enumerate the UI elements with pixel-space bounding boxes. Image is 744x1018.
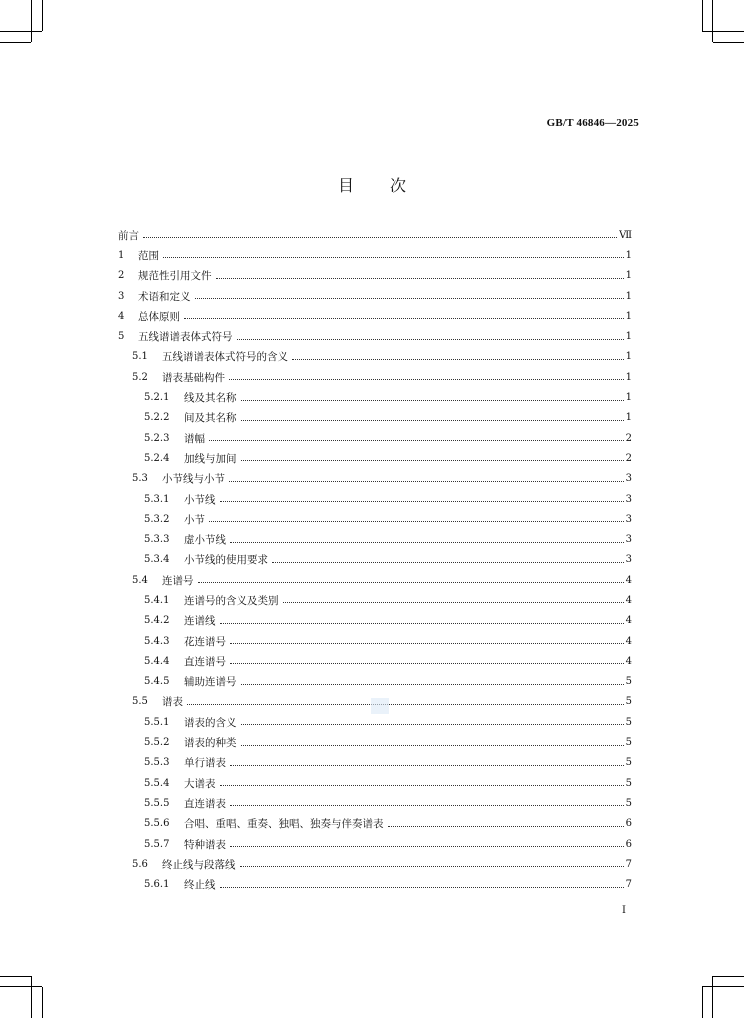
toc-entry-label: 五线谱谱表体式符号的含义 [162,351,288,364]
toc-entry-label: 连谱号 [162,574,194,587]
toc-entry-page: 1 [625,270,632,282]
toc-entry-page: 3 [625,534,632,546]
toc-entry-number: 5.5.6 [144,818,170,830]
toc-entry-page: 1 [625,290,632,302]
toc-entry[interactable] [118,793,632,813]
toc-entry[interactable] [118,854,632,874]
toc-leader-dots [229,378,624,380]
toc-leader-dots [230,764,624,766]
toc-entry[interactable] [118,387,632,407]
toc-entry-number: 5.5.1 [144,716,170,728]
toc-entry[interactable] [118,590,632,610]
toc-entry-number: 5.5.7 [144,838,170,850]
toc-leader-dots [230,642,624,644]
toc-entry-page: 1 [625,249,632,261]
toc-entry-number: 5.3.1 [144,493,170,505]
toc-entry-number: 5.2 [132,371,148,383]
toc-entry[interactable] [118,347,632,367]
toc-entry-label: 线及其名称 [184,392,237,405]
toc-entry-label: 终止线与段落线 [162,858,236,871]
toc-entry-page: 1 [625,310,632,322]
toc-entry-number: 5.3.4 [144,554,170,566]
toc-entry-number: 5.3.2 [144,513,170,525]
toc-entry[interactable] [118,773,632,793]
toc-entry-label: 直连谱表 [184,797,226,810]
toc-entry-number: 3 [118,290,125,302]
toc-entry-label: 连谱线 [184,615,216,628]
toc-entry-number: 4 [118,310,125,322]
toc-entry[interactable] [118,408,632,428]
toc-entry[interactable] [118,225,632,245]
toc-entry[interactable] [118,672,632,692]
toc-leader-dots [292,358,624,360]
toc-entry-label: 直连谱号 [184,655,226,668]
toc-entry[interactable] [118,651,632,671]
toc-entry-page: 5 [625,777,632,789]
toc-entry-page: 1 [625,351,632,363]
toc-leader-dots [230,662,624,664]
toc-entry-page: 1 [625,392,632,404]
toc-entry-page: 4 [625,635,632,647]
toc-entry-number: 5.5 [132,696,148,708]
toc-entry-number: 5.5.2 [144,737,170,749]
toc-entry[interactable] [118,529,632,549]
toc-leader-dots [230,804,624,806]
toc-entry[interactable] [118,428,632,448]
toc-leader-dots [230,541,624,543]
toc-entry-number: 5.3 [132,473,148,485]
toc-entry-number: 5.2.3 [144,432,170,444]
toc-entry-number: 5.6 [132,858,148,870]
toc-entry[interactable] [118,753,632,773]
toc-entry[interactable] [118,367,632,387]
toc-leader-dots [272,561,624,563]
toc-entry-label: 小节线与小节 [162,473,225,486]
toc-entry-label: 谱表的种类 [184,737,237,750]
toc-entry-label: 连谱号的含义及类别 [184,594,279,607]
toc-entry-label: 总体原则 [138,310,180,323]
toc-entry-label: 谱表 [162,696,183,709]
toc-leader-dots [143,236,617,238]
toc-entry-label: 加线与加间 [184,452,237,465]
toc-entry-number: 5.5.5 [144,797,170,809]
toc-entry[interactable] [118,814,632,834]
toc-entry-page: 1 [625,412,632,424]
toc-entry-number: 5.2.2 [144,412,170,424]
toc-entry[interactable] [118,448,632,468]
toc-entry[interactable] [118,875,632,895]
toc-leader-dots [241,744,624,746]
toc-entry-label: 谱幅 [184,432,205,445]
toc-entry-page: 5 [625,737,632,749]
toc-entry[interactable] [118,611,632,631]
toc-entry-label: 大谱表 [184,777,216,790]
toc-leader-dots [198,581,624,583]
toc-entry-number: 5.2.4 [144,452,170,464]
toc-entry-label: 谱表基础构件 [162,371,225,384]
toc-title-char-1: 目 [337,176,354,195]
toc-leader-dots [163,256,624,258]
toc-entry-page: Ⅶ [619,229,632,241]
toc-leader-dots [241,399,624,401]
toc-entry-page: 5 [625,696,632,708]
toc-entry-label: 范围 [138,249,159,262]
toc-entry-number: 5.1 [132,351,148,363]
toc-leader-dots [209,439,624,441]
toc-leader-dots [241,459,624,461]
toc-leader-dots [229,480,624,482]
toc-leader-dots [220,500,624,502]
toc-entry[interactable] [118,550,632,570]
toc-leader-dots [240,865,624,867]
page-number: I [622,905,626,916]
toc-entry-number: 5.4.5 [144,676,170,688]
toc-leader-dots [184,317,624,319]
toc-entry-label: 虚小节线 [184,534,226,547]
toc-entry-page: 4 [625,655,632,667]
toc-entry[interactable] [118,509,632,529]
toc-entry-page: 6 [625,818,632,830]
toc-entry-label: 小节线 [184,493,216,506]
toc-entry-number: 1 [118,249,125,261]
toc-entry-label: 单行谱表 [184,757,226,770]
toc-entry-page: 4 [625,615,632,627]
toc-entry[interactable] [118,631,632,651]
toc-entry-number: 5.5.3 [144,757,170,769]
toc-entry-label: 五线谱谱表体式符号 [138,331,233,344]
watermark-stamp [371,698,389,714]
toc-entry-number: 5.5.4 [144,777,170,789]
toc-entry-label: 间及其名称 [184,412,237,425]
toc-entry-number: 5.4 [132,574,148,586]
toc-entry-page: 5 [625,797,632,809]
toc-leader-dots [241,683,624,685]
toc-entry-label: 术语和定义 [138,290,191,303]
toc-leader-dots [237,338,624,340]
toc-leader-dots [220,622,624,624]
toc-entry[interactable] [118,245,632,265]
toc-entry[interactable] [118,570,632,590]
toc-entry-label: 花连谱号 [184,635,226,648]
toc-entry-label: 小节线的使用要求 [184,554,268,567]
toc-leader-dots [220,886,624,888]
toc-leader-dots [209,520,624,522]
toc-entry-number: 5.3.3 [144,534,170,546]
toc-leader-dots [241,419,624,421]
toc-entry-number: 5 [118,331,125,343]
toc-entry-page: 1 [625,331,632,343]
toc-entry[interactable] [118,266,632,286]
toc-entry[interactable] [118,306,632,326]
toc-entry-page: 2 [625,432,632,444]
toc-entry[interactable] [118,732,632,752]
toc-entry-page: 2 [625,452,632,464]
toc-entry-number: 5.2.1 [144,392,170,404]
toc-entry[interactable] [118,469,632,489]
toc-entry-label: 终止线 [184,879,216,892]
toc-entry-number: 5.4.1 [144,594,170,606]
toc-entry-page: 5 [625,757,632,769]
toc-entry-page: 3 [625,513,632,525]
toc-entry-page: 5 [625,676,632,688]
toc-entry-page: 1 [625,371,632,383]
toc-entry-label: 规范性引用文件 [138,270,212,283]
toc-entry[interactable] [118,712,632,732]
toc-entry-page: 6 [625,838,632,850]
toc-entry-page: 3 [625,493,632,505]
toc-leader-dots [241,723,624,725]
toc-entry-page: 5 [625,716,632,728]
toc-entry-label: 小节 [184,513,205,526]
toc-leader-dots [195,297,624,299]
toc-entry-number: 2 [118,270,125,282]
toc-entry-page: 4 [625,574,632,586]
toc-entry-label: 合唱、重唱、重奏、独唱、独奏与伴奏谱表 [184,818,384,831]
toc-leader-dots [187,703,624,705]
toc-title-char-2: 次 [390,176,407,195]
toc-title [0,173,744,196]
toc-entry-label: 特种谱表 [184,838,226,851]
toc-entry-number: 5.4.4 [144,655,170,667]
toc-entry-page: 7 [625,858,632,870]
toc-entry-label: 谱表的含义 [184,716,237,729]
toc-entry-page: 3 [625,473,632,485]
toc-entry-label: 前言 [118,229,139,242]
toc-entry[interactable] [118,489,632,509]
toc-leader-dots [216,277,624,279]
toc-leader-dots [230,845,624,847]
toc-entry[interactable] [118,286,632,306]
toc-entry-number: 5.4.3 [144,635,170,647]
toc-leader-dots [283,601,624,603]
toc-entry[interactable] [118,326,632,346]
toc-leader-dots [388,825,624,827]
toc-leader-dots [220,784,624,786]
toc-list [118,225,632,895]
standard-code: GB/T 46846—2025 [546,117,639,129]
toc-entry-label: 辅助连谱号 [184,676,237,689]
toc-entry-page: 3 [625,554,632,566]
toc-entry-page: 7 [625,879,632,891]
toc-entry-page: 4 [625,594,632,606]
toc-entry-number: 5.6.1 [144,879,170,891]
toc-entry[interactable] [118,834,632,854]
toc-entry-number: 5.4.2 [144,615,170,627]
